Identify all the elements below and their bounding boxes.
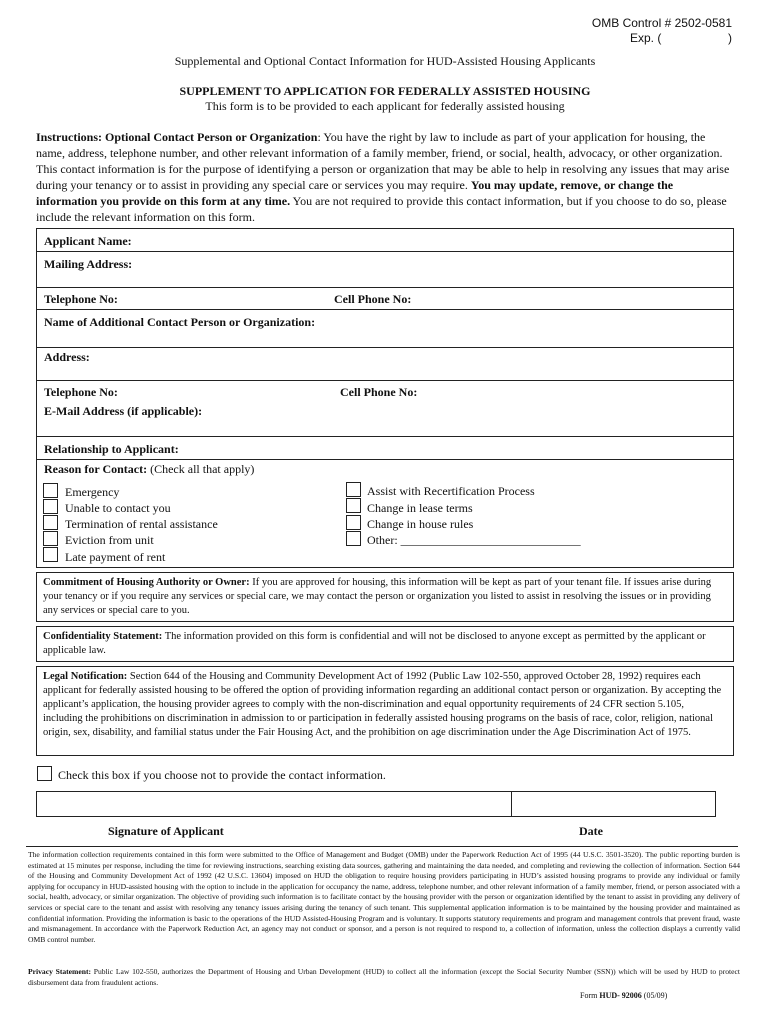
form-number-id: HUD- 92006 — [599, 991, 642, 1000]
reason-checkbox-lease-terms[interactable] — [346, 498, 361, 513]
commitment-text: If you are approved for housing, this information will be kept as part of your tenant file. If issues arise during your tenancy or if you require any services or special care, we may contact the person or organization you listed to assist in resolving the issues or in providing any services or special care to you. — [43, 577, 712, 616]
divider — [37, 459, 733, 460]
contact-info-box — [36, 228, 734, 568]
omb-control-number: OMB Control # 2502-0581 — [591, 16, 732, 30]
contact-name-field[interactable]: Name of Additional Contact Person or Organization: — [44, 315, 316, 329]
reason-checkbox-late-payment[interactable] — [43, 547, 58, 562]
form-number-date: (05/09) — [641, 991, 668, 1000]
confidentiality-box — [36, 626, 734, 662]
reason-label-house-rules: Change in house rules — [367, 517, 474, 531]
reason-label-lease-terms: Change in lease terms — [367, 501, 473, 515]
relationship-field[interactable]: Relationship to Applicant: — [44, 442, 179, 456]
omb-header — [592, 16, 732, 46]
reason-label-termination: Termination of rental assistance — [65, 517, 218, 531]
form-title: SUPPLEMENT TO APPLICATION FOR FEDERALLY ASSISTED HOUSING — [179, 84, 591, 98]
email-field[interactable]: E-Mail Address (if applicable): — [44, 404, 203, 418]
mailing-address-field[interactable]: Mailing Address: — [44, 257, 133, 271]
instructions-body-1: : You have the right by law to include as part of your application for housing, the name, address, telephone number, and other relevant information of a family member, friend, or social, health, advocacy, or other organization. This contact information is for the purpose of identifying a person or organization that may be able to help in resolving any issues that may arise during your tenancy or to assist in providing any special care or services you may require. — [36, 130, 730, 192]
confidentiality-statement — [43, 630, 725, 658]
reason-checkbox-house-rules[interactable] — [346, 515, 361, 530]
reason-label-eviction: Eviction from unit — [65, 533, 154, 547]
confidentiality-text: The information provided on this form is confidential and will not be disclosed to anyone except as permitted by the applicant or applicable law. — [43, 631, 706, 656]
reason-label-recertification: Assist with Recertification Process — [367, 484, 535, 498]
commitment-box — [36, 572, 734, 622]
instructions-body-2: You are not required to provide this contact information, but if you choose to do so, please include the relevant information on this form. — [36, 194, 727, 224]
divider — [37, 251, 733, 252]
reason-checkbox-recertification[interactable] — [346, 482, 361, 497]
cell-phone-field-1[interactable]: Cell Phone No: — [334, 292, 412, 306]
instructions-update-note: You may update, remove, or change the information you provide on this form at any time. — [36, 178, 674, 208]
reason-checkbox-emergency[interactable] — [43, 483, 58, 498]
paperwork-burden-statement: The information collection requirements contained in this form were submitted to the Office of Management and Budget (OMB) under the Paperwork Reduction Act of 1995 (44 U.S.C. 3501-3520). The public reporting burden is estimated at 15 minutes per response, including the time for reviewing instructions, searching existing data sources, gathering and maintaining the data needed, and completing and reviewing the collection of information. Section 644 of the Housing and Community Development Act of 1992 (42 U.S.C. 13604) imposed on HUD the obligation to require housing providers participating in HUD’s assisted housing programs to provide any individual or family applying for occupancy in HUD-assisted housing with the option to include in the application for occupancy the name, address, telephone number, and other relevant information of a family member, friend, or person associated with a social, health, advocacy, or similar organization. The objective of providing such information is to facilitate contact by the housing provider with the person or organization identified by the tenant to assist in providing any delivery of services or special care to the tenant and assist with resolving any tenancy issues arising during the tenancy of such tenant. This supplemental application information is to be maintained by the housing provider and maintained as confidential information. Providing the information is basic to the operations of the HUD Assisted-Housing Program and is voluntary. It supports statutory requirements and program and management controls that prevent fraud, waste and mismanagement. In accordance with the Paperwork Reduction Act, an agency may not conduct or sponsor, and a person is not required to respond to, a collection of information, unless the collection displays a currently valid OMB control number. — [28, 850, 740, 944]
legal-box — [36, 666, 734, 756]
signature-field[interactable] — [37, 792, 511, 816]
opt-out-label: Check this box if you choose not to provide the contact information. — [58, 768, 386, 782]
confidentiality-label: Confidentiality Statement: — [43, 631, 163, 642]
legal-notification — [43, 670, 725, 740]
telephone-field-1[interactable]: Telephone No: — [44, 292, 118, 306]
instructions — [36, 129, 736, 225]
applicant-name-field[interactable]: Applicant Name: — [44, 234, 132, 248]
signature-label: Signature of Applicant — [108, 824, 224, 838]
reason-label-late-payment: Late payment of rent — [65, 550, 166, 564]
divider — [37, 309, 733, 310]
contact-address-field[interactable]: Address: — [44, 350, 90, 364]
commitment-label: Commitment of Housing Authority or Owner: — [43, 577, 250, 588]
opt-out-checkbox[interactable] — [37, 766, 52, 781]
divider — [37, 436, 733, 437]
telephone-field-2[interactable]: Telephone No: — [44, 385, 118, 399]
reason-checkbox-termination[interactable] — [43, 515, 58, 530]
reason-label-other: Other: ______________________________ — [367, 533, 581, 547]
reason-checkbox-unable-to-contact[interactable] — [43, 499, 58, 514]
divider — [37, 347, 733, 348]
instructions-heading: Instructions: Optional Contact Person or Organization — [36, 130, 318, 144]
form-subtitle: Supplemental and Optional Contact Information for HUD-Assisted Housing Applicants — [174, 54, 596, 68]
form-number — [580, 991, 667, 1000]
privacy-label: Privacy Statement: — [28, 967, 92, 976]
legal-text: Section 644 of the Housing and Community Development Act of 1992 (Public Law 102-550, approved October 28, 1992) requires each applicant for federally assisted housing to be offered the option of providing information regarding an additional contact person or organization. By accepting the applicant’s application, the housing provider agrees to comply with the non-discrimination and equal opportunity requirements of 24 CFR section 5.105, including the prohibitions on discrimination in admission to or participation in federally assisted housing programs on the basis of race, color, religion, national origin, sex, disability, and familial status under the Fair Housing Act, and the prohibition on age discrimination under the Age Discrimination Act of 1975. — [43, 671, 722, 738]
divider — [37, 287, 733, 288]
date-label: Date — [579, 824, 603, 838]
reason-hint: (Check all that apply) — [147, 462, 255, 476]
reason-label: Reason for Contact: — [44, 462, 148, 476]
reason-label-emergency: Emergency — [65, 485, 120, 499]
footer-rule — [26, 846, 738, 847]
date-field[interactable] — [512, 792, 715, 816]
commitment-statement — [43, 576, 725, 618]
privacy-text: Public Law 102-550, authorizes the Department of Housing and Urban Development (HUD) to collect all the information (except the Social Security Number (SSN)) which will be used by HUD to protect disbursement data from fraudulent actions. — [28, 967, 740, 987]
cell-phone-field-2[interactable]: Cell Phone No: — [340, 385, 418, 399]
reason-label-unable-to-contact: Unable to contact you — [65, 501, 171, 515]
privacy-statement — [28, 967, 740, 988]
form-title-note: This form is to be provided to each applicant for federally assisted housing — [205, 99, 565, 113]
divider — [37, 380, 733, 381]
reason-for-contact-label — [44, 462, 254, 477]
signature-row — [36, 791, 716, 817]
expiration-date: Exp. ( ) — [629, 31, 732, 45]
form-number-prefix: Form — [580, 991, 600, 1000]
reason-checkbox-other[interactable] — [346, 531, 361, 546]
legal-label: Legal Notification: — [43, 671, 128, 682]
reason-checkbox-eviction[interactable] — [43, 531, 58, 546]
